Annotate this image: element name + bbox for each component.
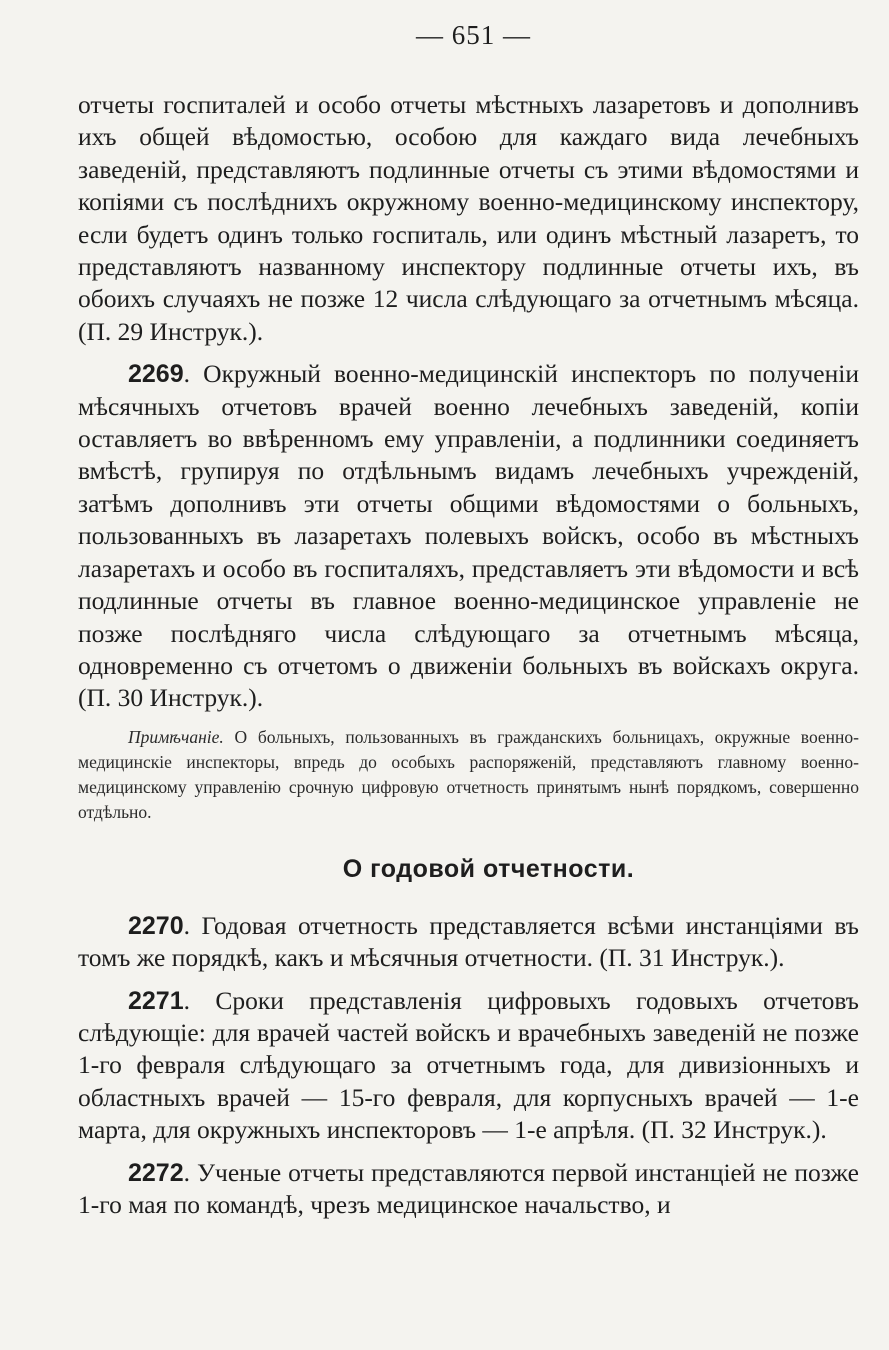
paragraph-2272 xyxy=(78,1157,859,1222)
note-paragraph xyxy=(78,725,859,825)
paragraph-2270 xyxy=(78,910,859,975)
article-number: 2272 xyxy=(128,1158,184,1187)
article-text: . Годовая отчетность представляется всѣми инстанцiями въ томъ же порядкѣ, какъ и мѣсячныя отчетности. (П. 31 Инструк.). xyxy=(78,910,859,973)
paragraph-2271 xyxy=(78,985,859,1147)
article-number: 2270 xyxy=(128,911,184,940)
article-text: . Сроки представленiя цифровыхъ годовыхъ отчетовъ слѣдующiе: для врачей частей войскъ и врачебныхъ заведенiй не позже 1-го февраля слѣдующаго за отчетнымъ года, для дивизiонныхъ и областныхъ врачей — 15-го февраля, для корпусныхъ врачей — 1-е марта, для окружныхъ инспекторовъ — 1-е апрѣля. (П. 32 Инструк.). xyxy=(78,985,859,1145)
note-text: О больныхъ, пользованныхъ въ гражданскихъ больницахъ, окружные военно-медицинскiе инспекторы, впредь до особыхъ распоряженiй, представляютъ главному военно-медицинскому управленiю срочную цифровую отчетность принятымъ нынѣ порядкомъ, совершенно отдѣльно. xyxy=(78,726,859,822)
article-text: . Окружный военно-медицинскiй инспекторъ по полученiи мѣсячныхъ отчетовъ врачей военно лечебныхъ заведенiй, копiи оставляетъ во ввѣренномъ ему управленiи, а подлинники соединяетъ вмѣстѣ, групируя по отдѣльнымъ видамъ лечебныхъ учрежденiй, затѣмъ дополнивъ эти отчеты общими вѣдомостями о больныхъ, пользованныхъ въ лазаретахъ полевыхъ войскъ, особо въ мѣстныхъ лазаретахъ и особо въ госпиталяхъ, представляетъ эти вѣдомости и всѣ подлинные отчеты въ главное военно-медицинское управленiе не позже послѣдняго числа слѣдующаго за отчетнымъ мѣсяца, одновременно съ отчетомъ о движенiи больныхъ въ войскахъ округа. (П. 30 Инструк.). xyxy=(78,359,859,713)
section-heading: О годовой отчетности. xyxy=(342,854,635,883)
article-text: . Ученые отчеты представляются первой инстанцiей не позже 1-го мая по командѣ, чрезъ медицинское начальство, и xyxy=(78,1157,859,1219)
article-number: 2269 xyxy=(128,360,184,389)
note-label: Примѣчанiе. xyxy=(128,726,224,747)
article-number: 2271 xyxy=(128,986,184,1015)
paragraph-2269 xyxy=(78,358,859,714)
page-number: — 651 — xyxy=(416,20,531,50)
continuation-paragraph: отчеты госпиталей и особо отчеты мѣстныхъ лазаретовъ и дополнивъ ихъ общей вѣдомостью, особою для каждаго вида лечебныхъ заведенiй, представляютъ подлинные отчеты съ этими вѣдомостями и копiями съ послѣднихъ окружному военно-медицинскому инспектору, если будетъ одинъ только госпиталь, или одинъ мѣстный лазаретъ, то представляютъ названному инспектору подлинные отчеты ихъ, въ обоихъ случаяхъ не позже 12 числа слѣдующаго за отчетнымъ мѣсяца. (П. 29 Инструк.). xyxy=(78,90,859,346)
